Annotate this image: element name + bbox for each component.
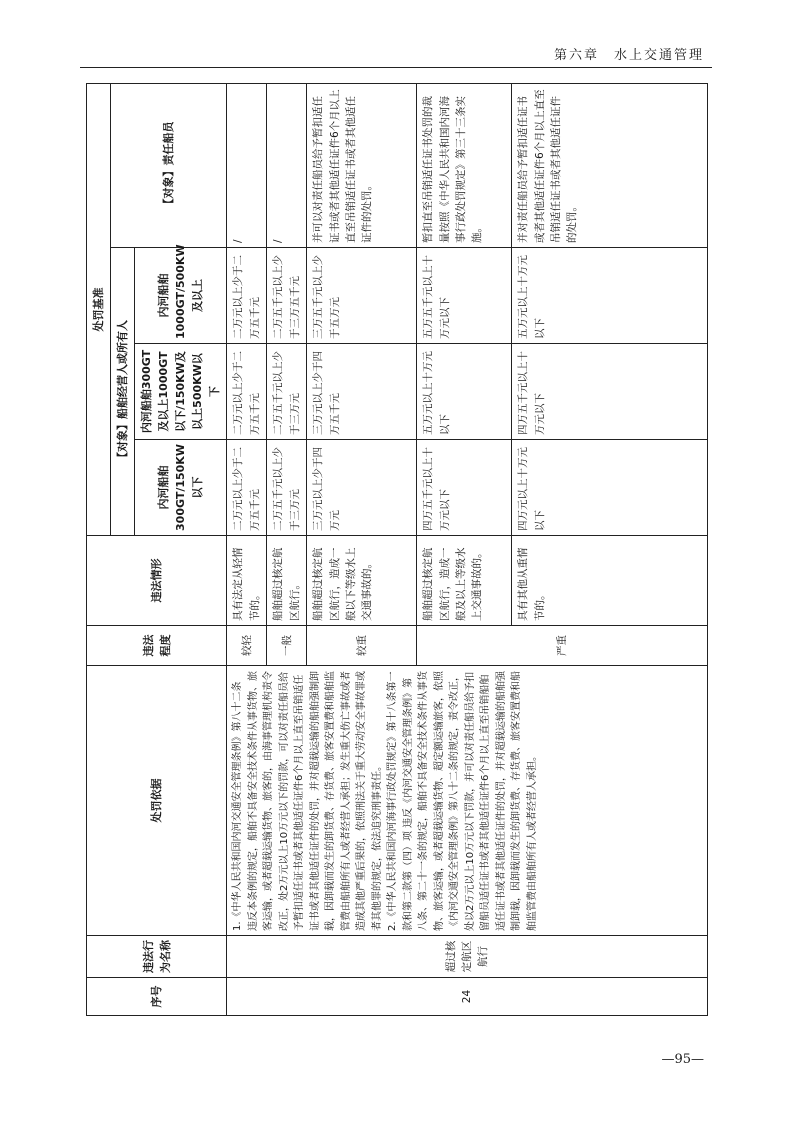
crew-penalty-cell: / xyxy=(227,84,267,248)
circumstance-cell: 船舶超过核定航区航行，造成一般及以上等级水上交通事故的。 xyxy=(417,536,512,626)
header-col-medium: 内河船舶300GT及以上1000GT以下/150KW及以上500KW以下 xyxy=(135,344,227,440)
header-standard: 处罚基准 xyxy=(87,84,111,536)
fine-large-cell: 三万五千元以上少于五万元 xyxy=(307,248,417,344)
fine-small-cell: 二万五千元以上少于三万元 xyxy=(267,440,307,536)
fine-small-cell: 三万元以上少于四万元 xyxy=(307,440,417,536)
penalty-table xyxy=(86,83,708,1016)
circumstance-cell: 具有其他从重情节的。 xyxy=(512,536,708,626)
row-basis: 1.《中华人民共和国内河交通安全管理条例》第八十二条 违反本条例的规定，船舶不具备安全技术条件从事货物、旅客运输，或者超载运输货物、旅客的，由海事管理机构责令改正，处2万元以上10万元以下的罚款，可以对责任船员给予暂扣适任证书或者其他适任证件6个月以上直至吊销适任证书或者其他适任证件的处罚，并对超载运输的船舶强制卸载，因卸载而发生的卸货费、存货费、旅客安置费和船舶监管费由船舶所有人或者经营人承担；发生重大伤亡事故或者造成其他严重后果的，依照刑法关于重大劳动安全事故罪或者其他罪的规定，依法追究刑事责任。 2.《中华人民共和国内河海事行政处罚规定》第十八条第一款和第二款第（四）项 违反《内河交通安全管理条例》第八条、第二十一条的规定，船舶不具备安全技术条件从事货物、旅客运输，或者超载运输货物、超定额运输旅客，依照《内河交通安全管理条例》第八十二条的规定，责令改正，处以2万元以上10万元以下罚款，并可以对责任船员给予扣留船员适任证书或者其他适任证件6个月以上直至吊销船舶适任证书或者其他适任证件的处罚，并对超载运输的船舶强制卸载，因卸载而发生的卸货费、存货费、旅客安置费和船舶监管费由船舶所有人或者经营人承担。 xyxy=(227,666,708,936)
fine-large-cell: 二万元以上少于二万五千元 xyxy=(227,248,267,344)
fine-small-cell: 四万五千元以上十万元以下 xyxy=(417,440,512,536)
fine-medium-cell: 五万元以上十万元以下 xyxy=(417,344,512,440)
page-number: —95— xyxy=(661,1052,704,1067)
degree-cell: 较轻 xyxy=(227,626,267,666)
fine-large-cell: 五万元以上十万元以下 xyxy=(512,248,708,344)
crew-penalty-cell: / xyxy=(267,84,307,248)
header-object-owner: 【对象】船舶经营人或所有人 xyxy=(111,248,135,536)
header-name: 违法行为名称 xyxy=(87,936,227,978)
degree-cell: 较重 xyxy=(307,626,417,666)
row-seq: 24 xyxy=(227,978,708,1016)
fine-medium-cell: 四万五千元以上十万元以下 xyxy=(512,344,708,440)
row-violation-name: 超过核定航区航行 xyxy=(227,936,708,978)
circumstance-cell: 具有法定从轻情节的。 xyxy=(227,536,267,626)
crew-penalty-cell: 并对责任船员给予暂扣适任证书或者其他适任证件6个月以上直至吊销适任证书或者其他适任证件的处罚。 xyxy=(512,84,708,248)
fine-small-cell: 四万元以上十万元以下 xyxy=(512,440,708,536)
header-col-small: 内河船舶300GT/150KW以下 xyxy=(135,440,227,536)
fine-medium-cell: 二万五千元以上少于三万元 xyxy=(267,344,307,440)
circumstance-cell: 船舶超过核定航区航行。 xyxy=(267,536,307,626)
header-seq: 序号 xyxy=(87,978,227,1016)
circumstance-cell: 船舶超过核定航区航行，造成一般以下等级水上交通事故的。 xyxy=(307,536,417,626)
fine-small-cell: 二万元以上少于二万五千元 xyxy=(227,440,267,536)
crew-penalty-cell: 暂扣直至吊销适任证书处罚的裁量按照《中华人民共和国内河海事行政处罚规定》第三十三条实施。 xyxy=(417,84,512,248)
header-basis: 处罚依据 xyxy=(87,666,227,936)
header-object-crew: 【对象】责任船员 xyxy=(111,84,227,248)
degree-cell: 严重 xyxy=(417,626,708,666)
degree-cell: 一般 xyxy=(267,626,307,666)
header-rule xyxy=(80,67,712,68)
chapter-title: 第六章 水上交通管理 xyxy=(553,48,704,63)
rotated-table-wrapper xyxy=(86,84,708,1016)
fine-large-cell: 二万五千元以上少于三万五千元 xyxy=(267,248,307,344)
fine-medium-cell: 三万元以上少于四万五千元 xyxy=(307,344,417,440)
header-degree: 违法程度 xyxy=(87,626,227,666)
fine-medium-cell: 二万元以上少于二万五千元 xyxy=(227,344,267,440)
header-circumstance: 违法情形 xyxy=(87,536,227,626)
fine-large-cell: 五万五千元以上十万元以下 xyxy=(417,248,512,344)
header-col-large: 内河船舶1000GT/500KW及以上 xyxy=(135,248,227,344)
crew-penalty-cell: 并可以对责任船员给予暂扣适任证书或者其他适任证件6个月以上直至吊销适任证书或者其他适任证件的处罚。 xyxy=(307,84,417,248)
